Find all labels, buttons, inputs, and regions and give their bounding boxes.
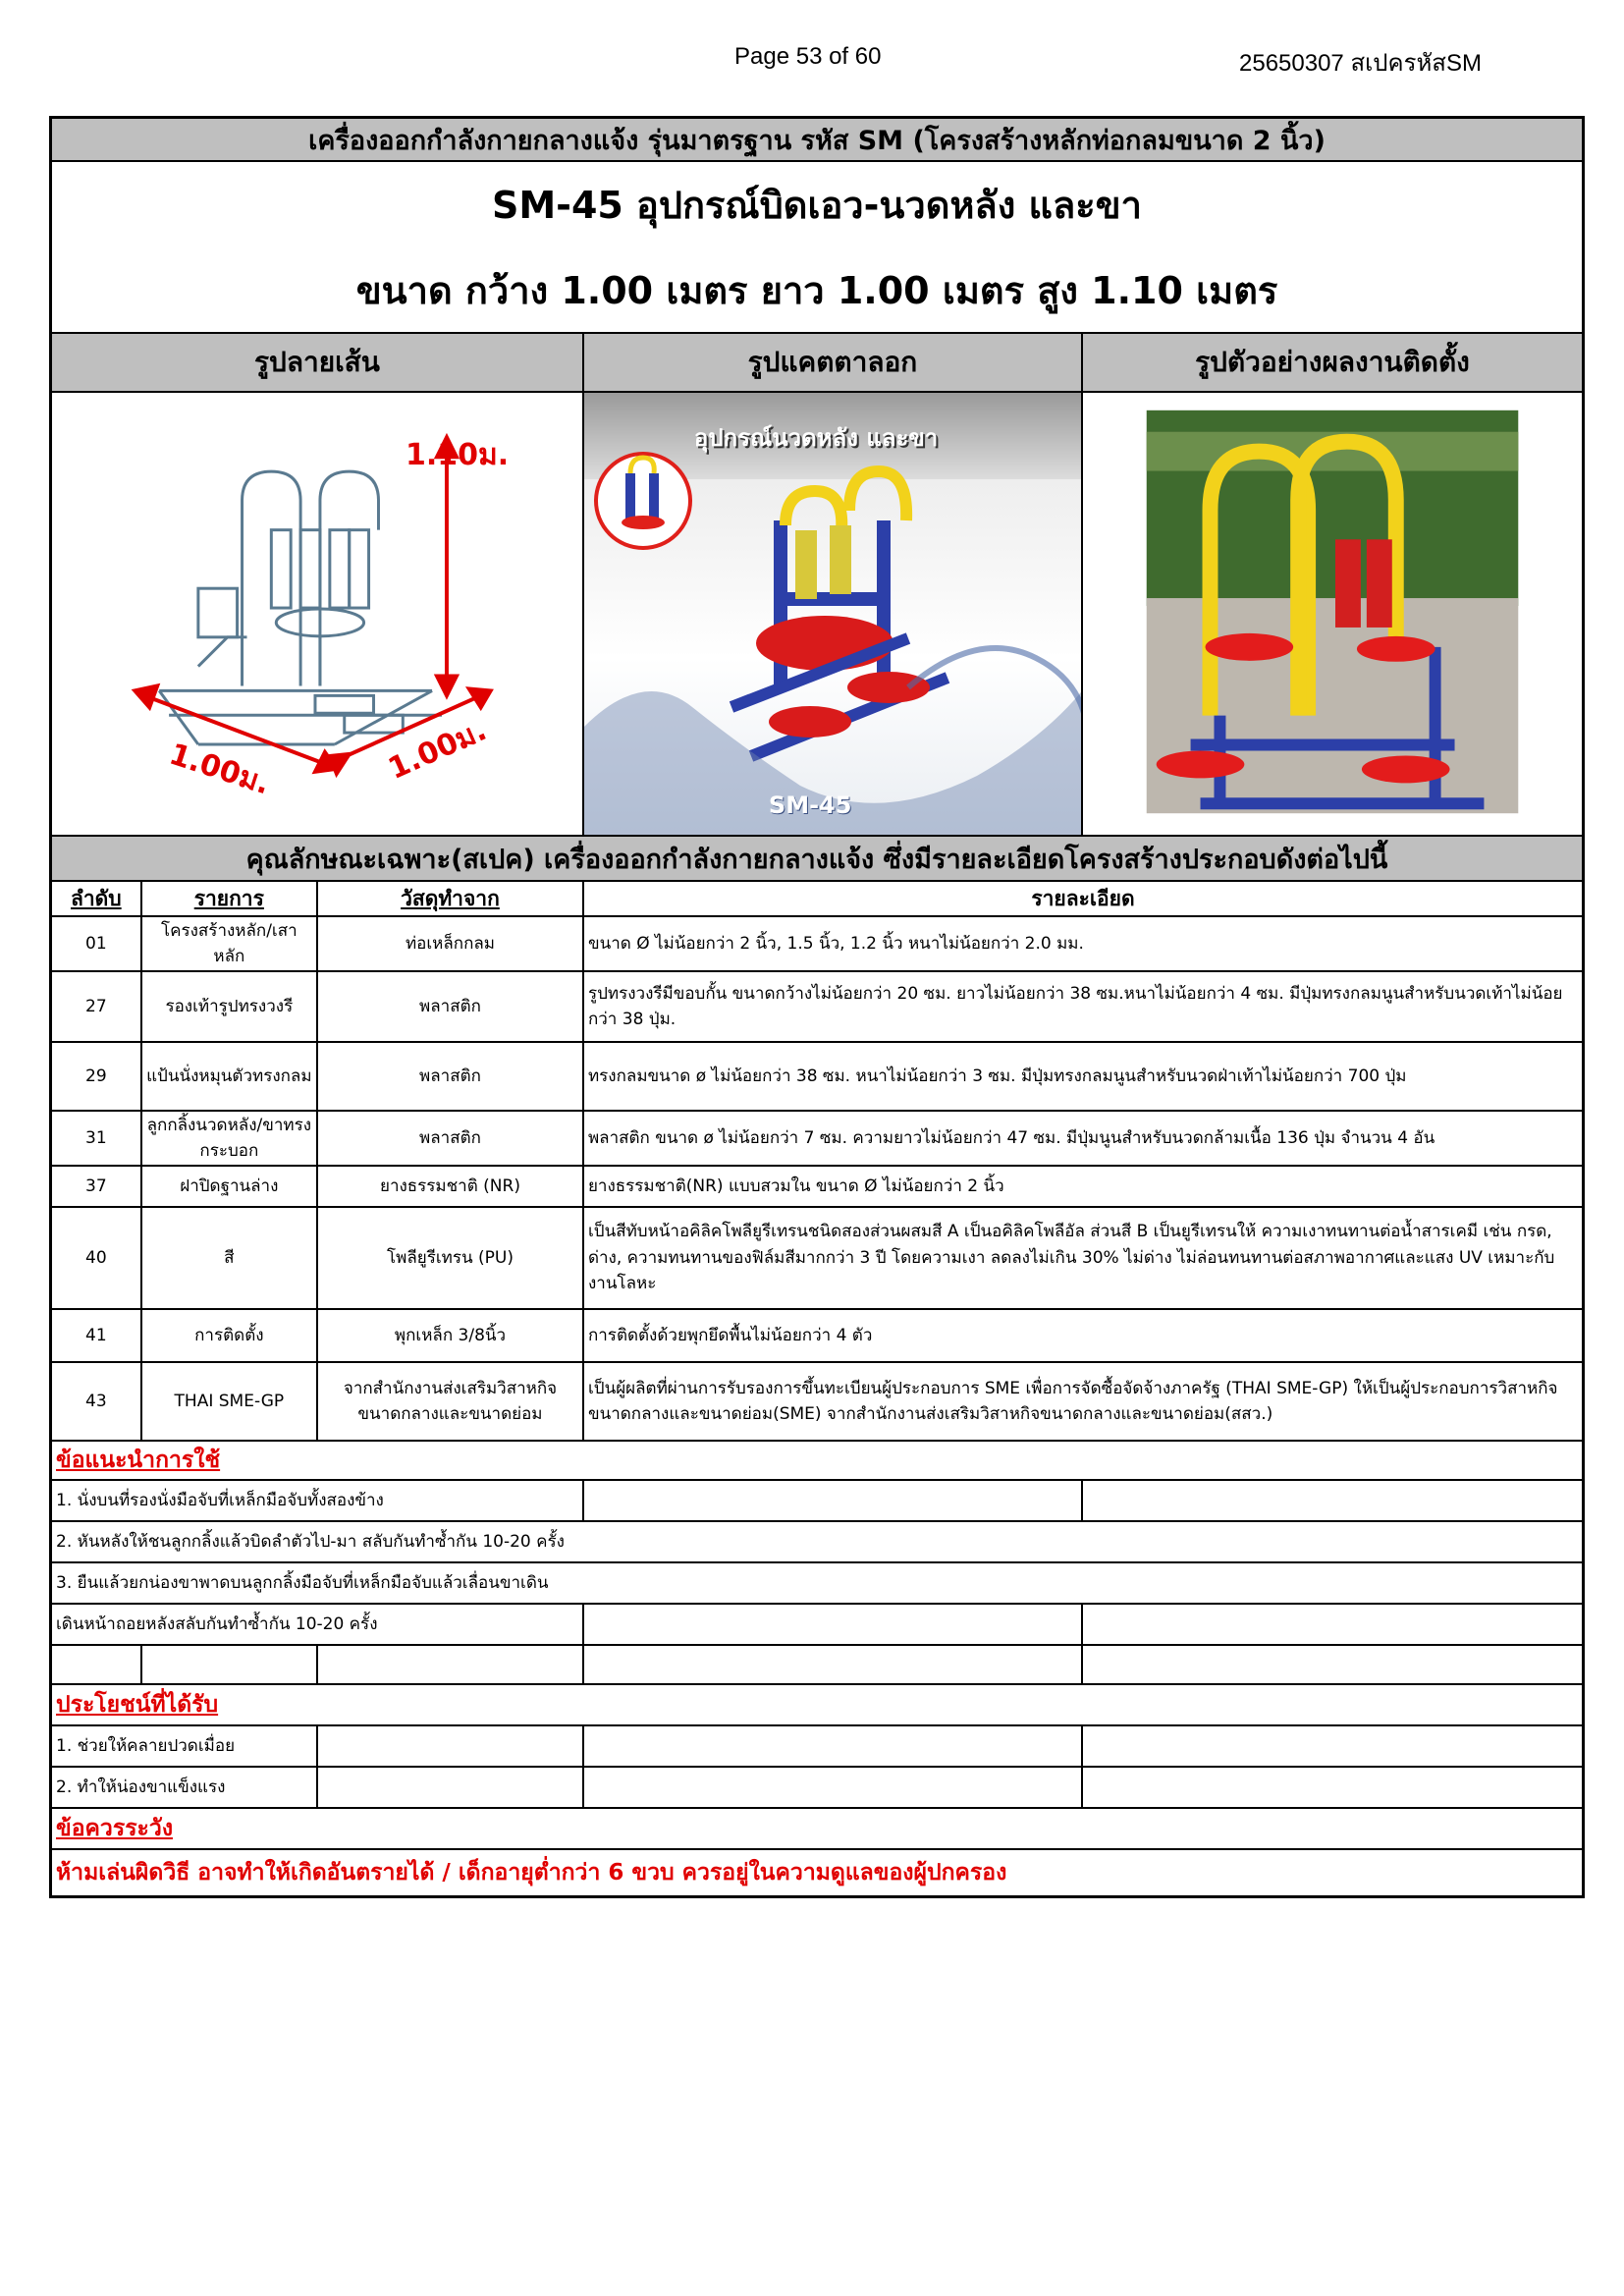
product-heading: [52, 162, 1582, 334]
row-detail: การติดตั้งด้วยพุกยึดพื้นไม่น้อยกว่า 4 ตัว: [587, 1325, 873, 1345]
row-no: 29: [52, 1043, 142, 1110]
row-no: 40: [52, 1208, 142, 1308]
row-detail: ยางธรรมชาติ(NR) แบบสวมใน ขนาด Ø ไม่น้อยกว่า 2 นิ้ว: [587, 1175, 1004, 1196]
image-header-catalog: รูปแคตตาลอก: [584, 334, 1083, 391]
usage-line-row: [52, 1522, 1582, 1563]
document-code: 25650307 สเปครหัสSM: [1239, 50, 1482, 77]
line-drawing: [52, 393, 584, 835]
height-label: 1.10ม.: [406, 438, 510, 472]
row-detail: เป็นผู้ผลิตที่ผ่านการรับรองการขึ้นทะเบียนผู้ประกอบการ SME เพื่อการจัดซื้อจัดจ้างภาครัฐ (THAI SME-GP) ให้เป็นผู้ประกอบการวิสาหกิจขนาดกลางและขนาดย่อม(SME) จากสำนักงานส่งเสริมวิสาหกิจขนาดกลางและขนาดย่อม(สสว.): [587, 1378, 1558, 1424]
width-label: 1.00ม.: [165, 737, 275, 802]
row-material: พุกเหล็ก 3/8นิ้ว: [318, 1310, 584, 1361]
benefits-title: ประโยชน์ที่ได้รับ: [56, 1692, 219, 1718]
installed-photo: [1083, 393, 1582, 835]
usage-line-row: [52, 1563, 1582, 1605]
image-row: [52, 393, 1582, 837]
table-row: [52, 1043, 1582, 1112]
caution-title-row: [52, 1809, 1582, 1850]
table-row: [52, 917, 1582, 972]
usage-line: 2. หันหลังให้ชนลูกกลิ้งแล้วบิดลำตัวไป-มา สลับกันทำซ้ำกัน 10-20 ครั้ง: [56, 1531, 565, 1552]
table-row: [52, 1167, 1582, 1208]
row-detail: ทรงกลมขนาด ø ไม่น้อยกว่า 38 ซม. หนาไม่น้อยกว่า 3 ซม. มีปุ่มทรงกลมนูนสำหรับนวดฝ่าเท้าไม่น้อยกว่า 700 ปุ่ม: [587, 1066, 1407, 1086]
row-item: ฝาปิดฐานล่าง: [142, 1167, 318, 1206]
image-headers: [52, 334, 1582, 393]
title-bar: [52, 119, 1582, 162]
table-header-row: [52, 882, 1582, 917]
usage-title-row: [52, 1442, 1582, 1481]
row-item: โครงสร้างหลัก/เสาหลัก: [142, 917, 318, 970]
table-row: [52, 1310, 1582, 1363]
product-name: SM-45 อุปกรณ์บิดเอว-นวดหลัง และขา: [491, 183, 1142, 227]
catalog-render-svg: [584, 393, 1083, 835]
row-item: ลูกกลิ้งนวดหลัง/ขาทรงกระบอก: [142, 1112, 318, 1165]
catalog-image: [584, 393, 1083, 835]
empty-row: [52, 1646, 1582, 1685]
row-no: 41: [52, 1310, 142, 1361]
row-material: โพลียูรีเทรน (PU): [318, 1208, 584, 1308]
row-material: พลาสติก: [318, 972, 584, 1041]
col-header-material: วัสดุทำจาก: [318, 882, 584, 915]
usage-title: ข้อแนะนำการใช้: [56, 1448, 221, 1473]
spec-title-text: คุณลักษณะเฉพาะ(สเปค) เครื่องออกกำลังกายกลางแจ้ง ซึ่งมีรายละเอียดโครงสร้างประกอบดังต่อไปนี้: [245, 844, 1388, 875]
spec-title: [52, 837, 1582, 882]
row-item: สี: [142, 1208, 318, 1308]
usage-line: 1. นั่งบนที่รองนั่งมือจับที่เหล็กมือจับทั้งสองข้าง: [52, 1481, 584, 1520]
row-material: จากสำนักงานส่งเสริมวิสาหกิจขนาดกลางและขนาดย่อม: [318, 1363, 584, 1440]
row-detail: รูปทรงวงรีมีขอบกั้น ขนาดกว้างไม่น้อยกว่า 20 ซม. ยาวไม่น้อยกว่า 38 ซม.หนาไม่น้อยกว่า 4 ซม. มีปุ่มทรงกลมนูนสำหรับนวดเท้าไม่น้อยกว่า 38 ปุ่ม.: [587, 983, 1563, 1029]
table-row: [52, 1208, 1582, 1310]
col-header-detail: รายละเอียด: [1031, 886, 1135, 910]
length-label: 1.00ม.: [383, 713, 492, 787]
row-no: 43: [52, 1363, 142, 1440]
catalog-caption: อุปกรณ์นวดหลัง และขา: [693, 424, 939, 452]
benefit-line-row: [52, 1768, 1582, 1809]
row-material: ยางธรรมชาติ (NR): [318, 1167, 584, 1206]
row-item: แป้นนั่งหมุนตัวทรงกลม: [142, 1043, 318, 1110]
page-number: Page 53 of 60: [734, 43, 882, 70]
row-item: การติดตั้ง: [142, 1310, 318, 1361]
spec-sheet: [49, 116, 1585, 1898]
row-detail: ขนาด Ø ไม่น้อยกว่า 2 นิ้ว, 1.5 นิ้ว, 1.2 นิ้ว หนาไม่น้อยกว่า 2.0 มม.: [587, 933, 1084, 954]
caution-title: ข้อควรระวัง: [56, 1816, 174, 1841]
catalog-code: SM-45: [768, 792, 852, 819]
table-row: [52, 972, 1582, 1043]
benefit-line-row: [52, 1726, 1582, 1768]
product-size: ขนาด กว้าง 1.00 เมตร ยาว 1.00 เมตร สูง 1.10 เมตร: [355, 268, 1278, 312]
usage-line: เดินหน้าถอยหลังสลับกันทำซ้ำกัน 10-20 ครั้ง: [52, 1605, 584, 1644]
benefit-line: 1. ช่วยให้คลายปวดเมื่อย: [52, 1726, 318, 1766]
row-no: 31: [52, 1112, 142, 1165]
row-item: THAI SME-GP: [142, 1363, 318, 1440]
caution-text: ห้ามเล่นผิดวิธี อาจทำให้เกิดอันตรายได้ / เด็กอายุต่ำกว่า 6 ขวบ ควรอยู่ในความดูแลของผู้ปกครอง: [56, 1860, 1007, 1886]
benefits-title-row: [52, 1685, 1582, 1726]
installed-photo-svg: [1083, 393, 1582, 835]
table-row: [52, 1363, 1582, 1442]
usage-line: 3. ยืนแล้วยกน่องขาพาดบนลูกกลิ้งมือจับที่เหล็กมือจับแล้วเลื่อนขาเดิน: [56, 1572, 549, 1593]
image-header-installed: รูปตัวอย่างผลงานติดตั้ง: [1195, 346, 1470, 378]
row-no: 27: [52, 972, 142, 1041]
row-material: พลาสติก: [318, 1043, 584, 1110]
table-row: [52, 1112, 1582, 1167]
usage-line-row: [52, 1481, 1582, 1522]
usage-line-row: [52, 1605, 1582, 1646]
row-material: พลาสติก: [318, 1112, 584, 1165]
row-item: รองเท้ารูปทรงวงรี: [142, 972, 318, 1041]
title-bar-text: เครื่องออกกำลังกายกลางแจ้ง รุ่นมาตรฐาน รหัส SM (โครงสร้างหลักท่อกลมขนาด 2 นิ้ว): [308, 125, 1326, 156]
image-header-drawing: รูปลายเส้น: [52, 334, 584, 391]
row-detail: พลาสติก ขนาด ø ไม่น้อยกว่า 7 ซม. ความยาวไม่น้อยกว่า 47 ซม. มีปุ่มนูนสำหรับนวดกล้ามเนื้อ 136 ปุ่ม จำนวน 4 อัน: [587, 1127, 1435, 1148]
row-no: 01: [52, 917, 142, 970]
col-header-item: รายการ: [142, 882, 318, 915]
row-material: ท่อเหล็กกลม: [318, 917, 584, 970]
row-detail: เป็นสีทับหน้าอคิลิคโพลียูรีเทรนชนิดสองส่วนผสมสี A เป็นอคิลิคโพลีอัล ส่วนสี B เป็นยูรีเทรนให้ ความเงาทนทานต่อน้ำสารเคมี เช่น กรด, ด่าง, ความทนทานของฟิล์มสีมากกว่า 3 ปี โดยความเงา ลดลงไม่เกิน 30% ไม่ด่าง ไม่ล่อนทนทานต่อสภาพอากาศและแสง UV เหมาะกับงานโลหะ: [587, 1222, 1555, 1294]
row-no: 37: [52, 1167, 142, 1206]
caution-text-row: [52, 1850, 1582, 1895]
col-header-no: ลำดับ: [52, 882, 142, 915]
benefit-line: 2. ทำให้น่องขาแข็งแรง: [52, 1768, 318, 1807]
